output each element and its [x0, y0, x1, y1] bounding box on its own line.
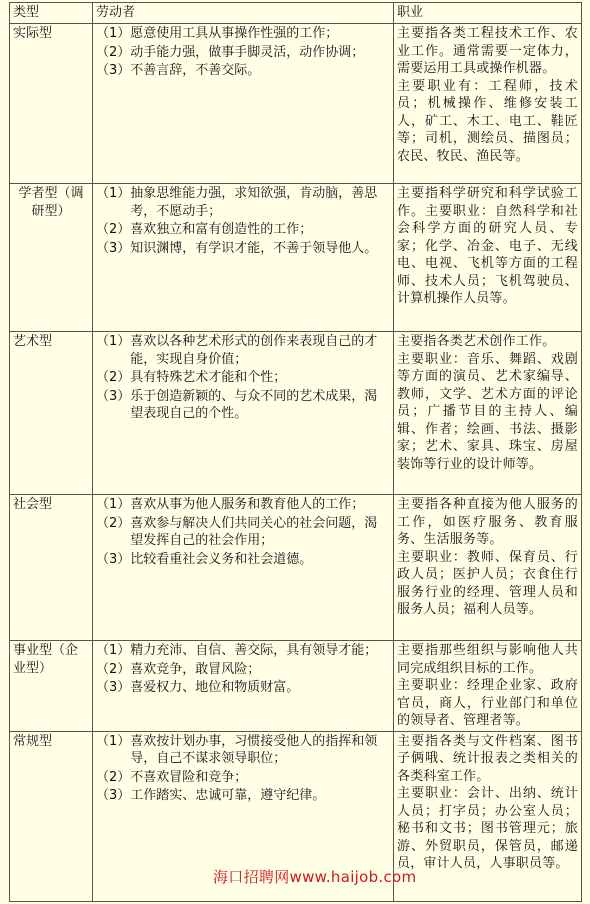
- worker-traits: [93, 495, 394, 641]
- trait-number: （1）: [96, 733, 131, 749]
- trait-text: 喜欢独立和富有创造性的工作；: [130, 222, 313, 237]
- career-paragraph: 主要指各类工程技术工作、农业工作。通常需要一定体力，需要运用工具或操作机器。: [397, 26, 578, 76]
- type-name: 事业型（企业型）: [10, 641, 93, 732]
- trait-number: （1）: [96, 643, 131, 658]
- trait-item: [96, 496, 390, 514]
- trait-text: 比较看重社会义务和社会道德。: [130, 551, 313, 567]
- trait-text: 喜欢以各种艺术形式的创作来表现自己的才能，实现自身价值；: [130, 334, 378, 367]
- trait-number: （2）: [96, 661, 131, 677]
- type-name: 社会型: [10, 495, 93, 641]
- trait-number: （3）: [96, 551, 131, 567]
- trait-number: （3）: [96, 63, 131, 78]
- trait-number: （2）: [96, 769, 131, 785]
- worker-traits: [93, 184, 394, 332]
- career-description: [394, 24, 582, 184]
- career-paragraph: 主要职业：教师、保育员、行政人员；医护人员；衣食住行服务行业的经理、管理人员和服务人员；福利人员等。: [397, 549, 578, 617]
- header-row: [10, 3, 582, 24]
- trait-item: [96, 679, 390, 697]
- trait-item: [96, 642, 390, 660]
- type-row: [10, 184, 582, 332]
- trait-list: [96, 642, 390, 697]
- type-row: [10, 495, 582, 641]
- career-paragraph: 主要指那些组织与影响他人共同完成组织目标的工作。: [397, 643, 578, 676]
- trait-list: [96, 185, 390, 257]
- type-name: 常规型: [10, 731, 93, 901]
- trait-number: （2）: [96, 44, 131, 60]
- trait-number: （1）: [96, 497, 131, 512]
- trait-number: （3）: [96, 788, 131, 803]
- career-paragraph: 主要职业：音乐、舞蹈、戏剧等方面的演员、艺术家编导、教师，文学、艺术方面的评论员；广播节目的主持人、编辑、作者；绘画、书法、摄影家；艺术、家具、珠宝、房屋装饰等行业的设计师等。: [397, 351, 578, 472]
- career-paragraph: 主要职业：会计、出纳、统计人员；打字员；办公室人员；秘书和文书；图书管理元；旅游、外贸职员，保管员，邮递员，审计人员，人事职员等。: [397, 786, 578, 871]
- trait-item: [96, 661, 390, 679]
- trait-list: [96, 25, 390, 80]
- type-name: 艺术型: [10, 332, 93, 495]
- trait-item: [96, 769, 390, 787]
- trait-number: （3）: [96, 240, 131, 256]
- header-type: 类型: [10, 3, 93, 24]
- header-career: 职业: [394, 3, 582, 24]
- trait-number: （3）: [96, 388, 131, 404]
- trait-text: 不善言辞，不善交际。: [130, 63, 261, 78]
- trait-item: [96, 221, 390, 239]
- trait-item: [96, 388, 390, 423]
- career-paragraph: 主要指各类艺术创作工作。: [397, 334, 556, 349]
- trait-number: （1）: [96, 334, 131, 349]
- trait-item: [96, 44, 390, 62]
- trait-list: [96, 496, 390, 568]
- trait-list: [96, 333, 390, 423]
- career-paragraph: 主要职业有：工程师，技术员；机械操作、维修安装工人，矿工、木工、电工、鞋匠等；司机，测绘员、描图员；农民、牧民、渔民等。: [397, 78, 578, 164]
- career-description: [394, 641, 582, 732]
- type-row: [10, 332, 582, 495]
- career-paragraph: 主要指科学研究和科学试验工作。主要职业：自然科学和社会科学方面的研究人员、专家；化学、冶金、电子、无线电、电视、飞机等方面的工程师、技术人员；飞机驾驶员、计算机操作人员等。: [397, 186, 578, 306]
- trait-item: [96, 333, 390, 368]
- trait-text: 知识渊博，有学识才能，不善于领导他人。: [130, 240, 378, 256]
- career-description: [394, 184, 582, 332]
- trait-text: 抽象思维能力强，求知欲强，肯动脑，善思考，不愿动手；: [130, 186, 378, 219]
- career-paragraph: 主要指各类与文件档案、图书子俩哦、统计报表之类相关的各类科室工作。: [397, 733, 578, 784]
- trait-text: 喜欢从事为他人服务和教育他人的工作；: [130, 497, 365, 512]
- trait-text: 乐于创造新颖的、与众不同的艺术成果，渴望表现自己的个性。: [130, 388, 378, 421]
- type-row: [10, 24, 582, 184]
- trait-item: [96, 240, 390, 258]
- trait-item: [96, 515, 390, 550]
- career-type-table: [9, 2, 582, 902]
- trait-text: 喜欢参与解决人们共同关心的社会问题，渴望发挥自己的社会作用；: [130, 515, 378, 548]
- trait-number: （2）: [96, 370, 131, 385]
- trait-item: [96, 62, 390, 80]
- trait-item: [96, 25, 390, 43]
- trait-text: 不喜欢冒险和竞争；: [130, 769, 248, 785]
- site-watermark: 海口招聘网www.haijob.com: [213, 868, 417, 886]
- type-name: 实际型: [10, 24, 93, 184]
- career-paragraph: 主要职业：经理企业家、政府官员，商人，行业部门和单位的领导者、管理者等。: [397, 678, 578, 728]
- trait-number: （1）: [96, 26, 131, 41]
- trait-text: 喜欢按计划办事，习惯接受他人的指挥和领导，自己不谋求领导职位；: [130, 733, 378, 766]
- trait-item: [96, 185, 390, 220]
- trait-item: [96, 369, 390, 387]
- career-paragraph: 主要指各种直接为他人服务的工作，如医疗服务、教育服务、生活服务等。: [397, 497, 578, 547]
- trait-number: （3）: [96, 680, 131, 695]
- worker-traits: [93, 641, 394, 732]
- career-description: [394, 332, 582, 495]
- trait-item: [96, 551, 390, 569]
- worker-traits: [93, 332, 394, 495]
- career-description: [394, 731, 582, 901]
- worker-traits: [93, 24, 394, 184]
- trait-text: 喜爱权力、地位和物质财富。: [130, 680, 300, 695]
- trait-item: [96, 733, 390, 768]
- trait-number: （2）: [96, 222, 131, 237]
- trait-text: 工作踏实、忠诚可靠，遵守纪律。: [130, 788, 326, 803]
- trait-text: 动手能力强，做事手脚灵活，动作协调；: [130, 44, 365, 60]
- header-worker: 劳动者: [93, 3, 394, 24]
- trait-list: [96, 733, 390, 805]
- trait-number: （1）: [96, 186, 131, 201]
- type-name: 学者型（调研型）: [10, 184, 93, 332]
- trait-text: 具有特殊艺术才能和个性；: [130, 370, 287, 385]
- trait-text: 精力充沛、自信、善交际，具有领导才能；: [130, 643, 378, 658]
- trait-text: 愿意使用工具从事操作性强的工作；: [130, 26, 339, 41]
- career-description: [394, 495, 582, 641]
- trait-item: [96, 787, 390, 805]
- trait-number: （2）: [96, 515, 131, 531]
- trait-text: 喜欢竞争，敢冒风险；: [130, 661, 261, 677]
- type-row: [10, 641, 582, 732]
